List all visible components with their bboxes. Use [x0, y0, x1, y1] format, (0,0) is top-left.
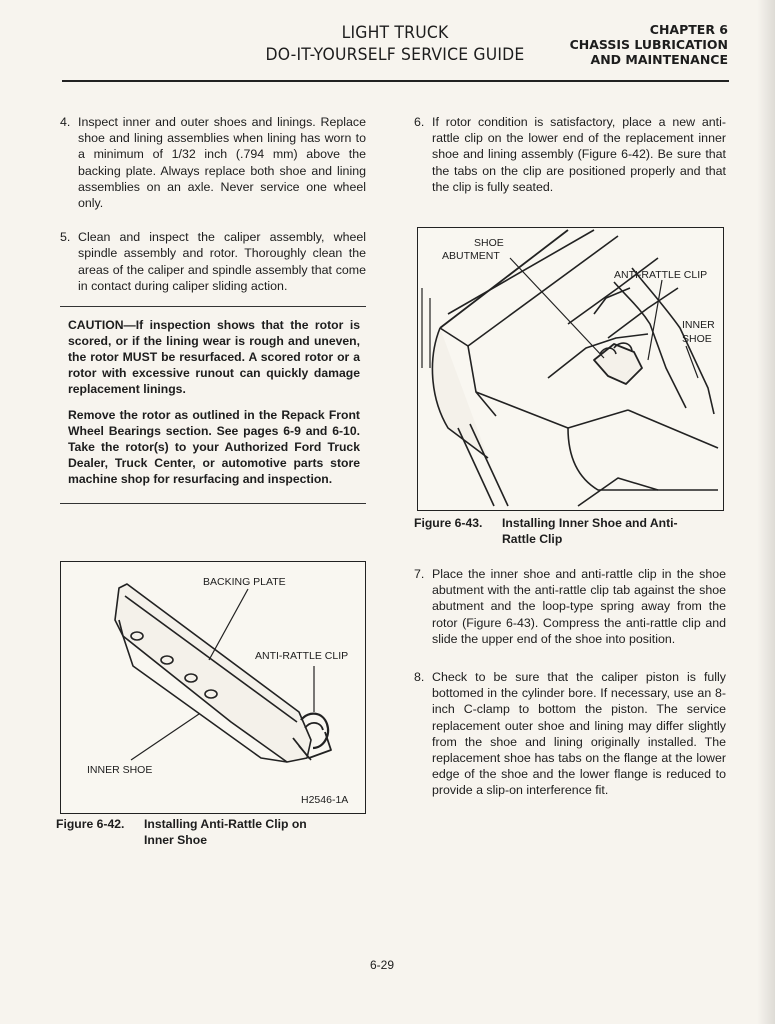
callout-anti-rattle-clip: ANTI-RATTLE CLIP: [255, 650, 349, 662]
figure-6-43-caption: [414, 515, 724, 547]
step-text: Check to be sure that the caliper piston is fully bottomed in the cylinder bore. If necessary, use an 8-inch C-clamp to bottom the piston. The service replacement outer shoe and lining may differ slightly from the shoe and lining originally installed. The replacement shoe has tabs on the flange at the lower edge of the shoe and the lower flange is reduced to provide a slip-on interference fit.: [432, 670, 726, 798]
step-7: [414, 566, 726, 647]
header-chapter: [560, 22, 728, 67]
header-title-line1: LIGHT TRUCK: [341, 23, 449, 43]
caption-figure-number: Figure 6-43.: [414, 516, 483, 530]
left-column: [60, 114, 366, 504]
step-number: 4.: [60, 115, 71, 129]
figure-art-code: H2546-1A: [301, 794, 349, 806]
header-chapter-line3: AND MAINTENANCE: [590, 52, 728, 67]
callout-inner: INNER: [682, 319, 715, 331]
callout-backing-plate: BACKING PLATE: [203, 576, 286, 588]
step-5: [60, 229, 366, 294]
step-number: 8.: [414, 670, 425, 685]
caption-line-1: Installing Anti-Rattle Clip on: [144, 817, 307, 831]
caption-line-2: Inner Shoe: [144, 833, 207, 847]
callout-abutment: ABUTMENT: [442, 250, 500, 262]
step-text: Inspect inner and outer shoes and linings. Replace shoe and lining assemblies when lining has worn to a minimum of 1/32 inch (.794 mm) above the backing plate. Always replace both shoe and lining assemblies on an axle. Never service one wheel only.: [78, 115, 366, 211]
step-text: Clean and inspect the caliper assembly, wheel spindle assembly and rotor. Thoroughly clean the areas of the caliper and spindle assembly that come in contact during caliper sliding action.: [78, 230, 366, 293]
callout-shoe-line1: SHOE: [474, 237, 504, 249]
caution-bottom-rule: [60, 503, 366, 504]
figure-6-42: [60, 561, 366, 814]
caution-paragraph-2: Remove the rotor as outlined in the Repack Front Wheel Bearings section. See pages 6-9 and 6-10. Take the rotor(s) to your Authorized Ford Truck Dealer, Truck Center, or automotive parts store machine shop for resurfacing and inspection.: [68, 408, 360, 487]
header-chapter-line2: CHASSIS LUBRICATION: [569, 37, 728, 52]
step-6: [414, 114, 726, 195]
caption-line-1: Installing Inner Shoe and Anti-: [502, 516, 678, 530]
header-chapter-line1: CHAPTER 6: [649, 22, 728, 37]
right-column: [414, 114, 726, 195]
header-rule: [62, 80, 729, 82]
step-number: 6.: [414, 115, 425, 129]
step-number: 7.: [414, 567, 425, 581]
caption-figure-number: Figure 6-42.: [56, 817, 125, 831]
caption-line-2: Rattle Clip: [502, 532, 563, 546]
step-text: If rotor condition is satisfactory, place a new anti-rattle clip on the lower end of the replacement inner shoe and lining assembly (Figure 6-42). Be sure that the tabs on the clip are positioned properly and that the clip is fully seated.: [432, 115, 726, 194]
header-title-line2: DO-IT-YOURSELF SERVICE GUIDE: [265, 45, 525, 65]
caution-text: [60, 307, 366, 503]
caution-box: [60, 306, 366, 504]
step-number: 5.: [60, 230, 71, 245]
figure-6-43: [417, 227, 724, 511]
callout-shoe-line2: SHOE: [682, 333, 712, 345]
step-8: [414, 669, 726, 799]
callout-inner-shoe: INNER SHOE: [87, 764, 153, 776]
page-number: 6-29: [370, 958, 395, 972]
step-text: Place the inner shoe and anti-rattle clip in the shoe abutment with the anti-rattle clip tab against the shoe abutment and the loop-type spring away from the rotor (Figure 6-43). Compress the anti-rattle clip and slide the upper end of the shoe into position.: [432, 567, 726, 646]
step-4: [60, 114, 366, 211]
caution-paragraph-1: CAUTION—If inspection shows that the rotor is scored, or if the lining wear is rough and uneven, the rotor MUST be resurfaced. A scored rotor or a rotor with excessive runout can quickly damage replacement linings.: [68, 318, 360, 397]
figure-6-42-caption: [56, 816, 356, 848]
header-title: [243, 22, 547, 66]
callout-anti-rattle-clip: ANTI-RATTLE CLIP: [614, 269, 708, 281]
page-edge-shadow: [757, 0, 775, 1024]
right-column-lower: [414, 566, 726, 799]
